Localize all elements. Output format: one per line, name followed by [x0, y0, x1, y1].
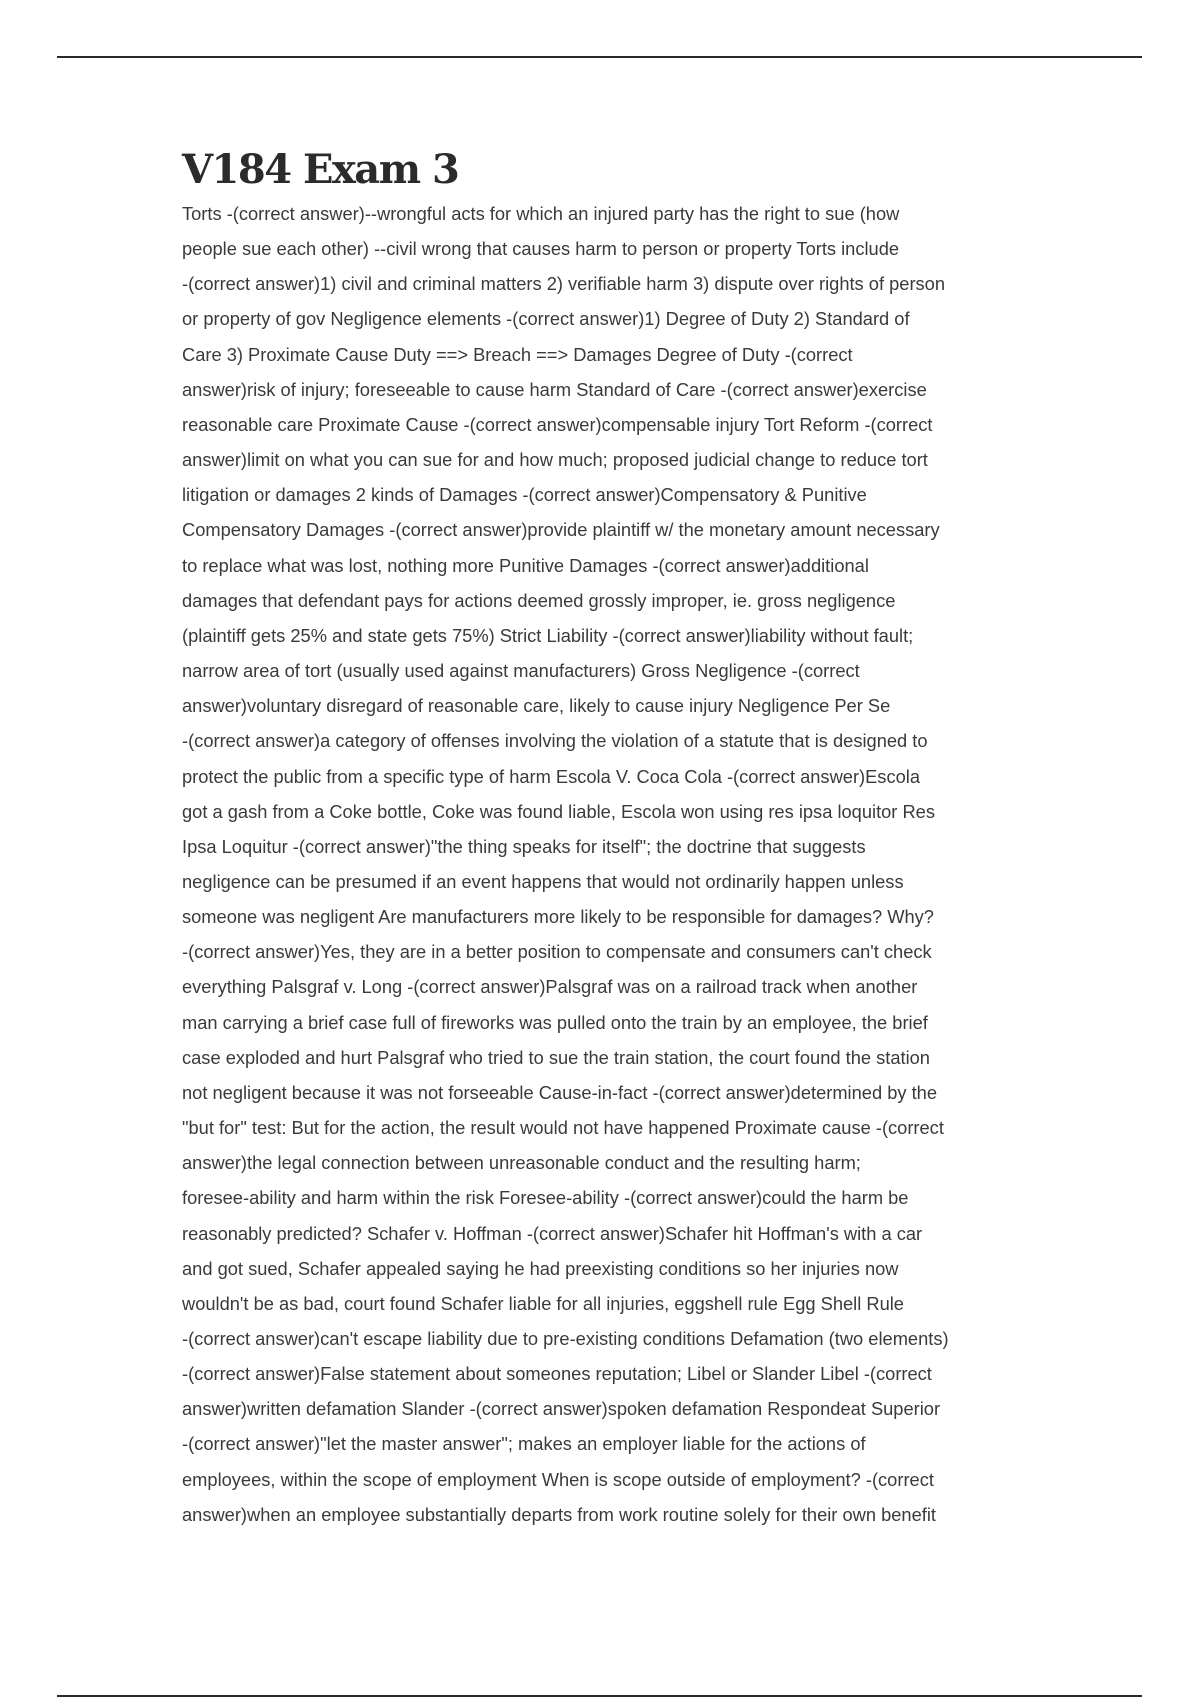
text-line: -(correct answer)can't escape liability due to pre-existing conditions Defamation (two elements): [182, 1328, 949, 1349]
text-line: everything Palsgraf v. Long -(correct answer)Palsgraf was on a railroad track when another: [182, 976, 918, 998]
text-line: Ipsa Loquitur -(correct answer)"the thing speaks for itself"; the doctrine that suggests: [182, 835, 866, 857]
footer-rule: [57, 1695, 1142, 1697]
text-line: -(correct answer)False statement about someones reputation; Libel or Slander Libel -(correct: [182, 1363, 932, 1385]
page-title: V184 Exam 3: [182, 146, 459, 193]
text-line: Compensatory Damages -(correct answer)provide plaintiff w/ the monetary amount necessary: [182, 519, 940, 541]
text-line: litigation or damages 2 kinds of Damages -(correct answer)Compensatory & Punitive: [182, 484, 867, 506]
text-line: "but for" test: But for the action, the result would not have happened Proximate cause -(correct: [182, 1117, 944, 1139]
text-line: -(correct answer)a category of offenses involving the violation of a statute that is designed to: [182, 730, 928, 752]
text-line: answer)limit on what you can sue for and how much; proposed judicial change to reduce tort: [182, 449, 928, 471]
text-line: Torts -(correct answer)--wrongful acts for which an injured party has the right to sue (how: [182, 203, 900, 224]
text-line: answer)the legal connection between unreasonable conduct and the resulting harm;: [182, 1152, 861, 1174]
text-line: negligence can be presumed if an event happens that would not ordinarily happen unless: [182, 870, 904, 892]
text-line: got a gash from a Coke bottle, Coke was found liable, Escola won using res ipsa loquitor Res: [182, 800, 935, 822]
text-line: -(correct answer)1) civil and criminal matters 2) verifiable harm 3) dispute over rights of person: [182, 273, 946, 295]
header-rule: [57, 56, 1142, 58]
text-line: -(correct answer)Yes, they are in a better position to compensate and consumers can't check: [182, 941, 932, 963]
text-line: answer)when an employee substantially departs from work routine solely for their own benefit: [182, 1503, 936, 1525]
text-line: answer)written defamation Slander -(correct answer)spoken defamation Respondeat Superior: [182, 1398, 941, 1420]
text-line: Care 3) Proximate Cause Duty ==> Breach ==> Damages Degree of Duty -(correct: [182, 343, 853, 365]
document-body: [182, 146, 1042, 1532]
text-line: employees, within the scope of employment When is scope outside of employment? -(correct: [182, 1468, 934, 1490]
text-line: answer)risk of injury; foreseeable to cause harm Standard of Care -(correct answer)exercise: [182, 378, 927, 400]
text-line: damages that defendant pays for actions deemed grossly improper, ie. gross negligence: [182, 589, 896, 611]
text-line: not negligent because it was not forseeable Cause-in-fact -(correct answer)determined by the: [182, 1081, 938, 1103]
text-line: foresee-ability and harm within the risk Foresee-ability -(correct answer)could the harm be: [182, 1187, 909, 1209]
text-line: someone was negligent Are manufacturers more likely to be responsible for damages? Why?: [182, 906, 934, 928]
text-line: reasonable care Proximate Cause -(correct answer)compensable injury Tort Reform -(correct: [182, 413, 933, 435]
text-line: reasonably predicted? Schafer v. Hoffman -(correct answer)Schafer hit Hoffman's with a car: [182, 1222, 923, 1244]
text-line: and got sued, Schafer appealed saying he had preexisting conditions so her injuries now: [182, 1257, 899, 1279]
text-line: protect the public from a specific type of harm Escola V. Coca Cola -(correct answer)Escola: [182, 765, 920, 787]
document-text: [182, 196, 1042, 1532]
text-line: wouldn't be as bad, court found Schafer liable for all injuries, eggshell rule Egg Shell Rule: [182, 1292, 904, 1314]
text-line: people sue each other) --civil wrong that causes harm to person or property Torts include: [182, 238, 900, 260]
text-line: (plaintiff gets 25% and state gets 75%) Strict Liability -(correct answer)liability without fault;: [182, 624, 914, 646]
text-line: answer)voluntary disregard of reasonable care, likely to cause injury Negligence Per Se: [182, 695, 891, 717]
text-line: narrow area of tort (usually used against manufacturers) Gross Negligence -(correct: [182, 660, 860, 682]
text-line: to replace what was lost, nothing more Punitive Damages -(correct answer)additional: [182, 554, 869, 576]
text-line: -(correct answer)"let the master answer"; makes an employer liable for the actions of: [182, 1433, 866, 1455]
text-line: case exploded and hurt Palsgraf who tried to sue the train station, the court found the station: [182, 1046, 930, 1068]
text-line: man carrying a brief case full of fireworks was pulled onto the train by an employee, the brief: [182, 1011, 928, 1033]
text-line: or property of gov Negligence elements -(correct answer)1) Degree of Duty 2) Standard of: [182, 308, 910, 330]
